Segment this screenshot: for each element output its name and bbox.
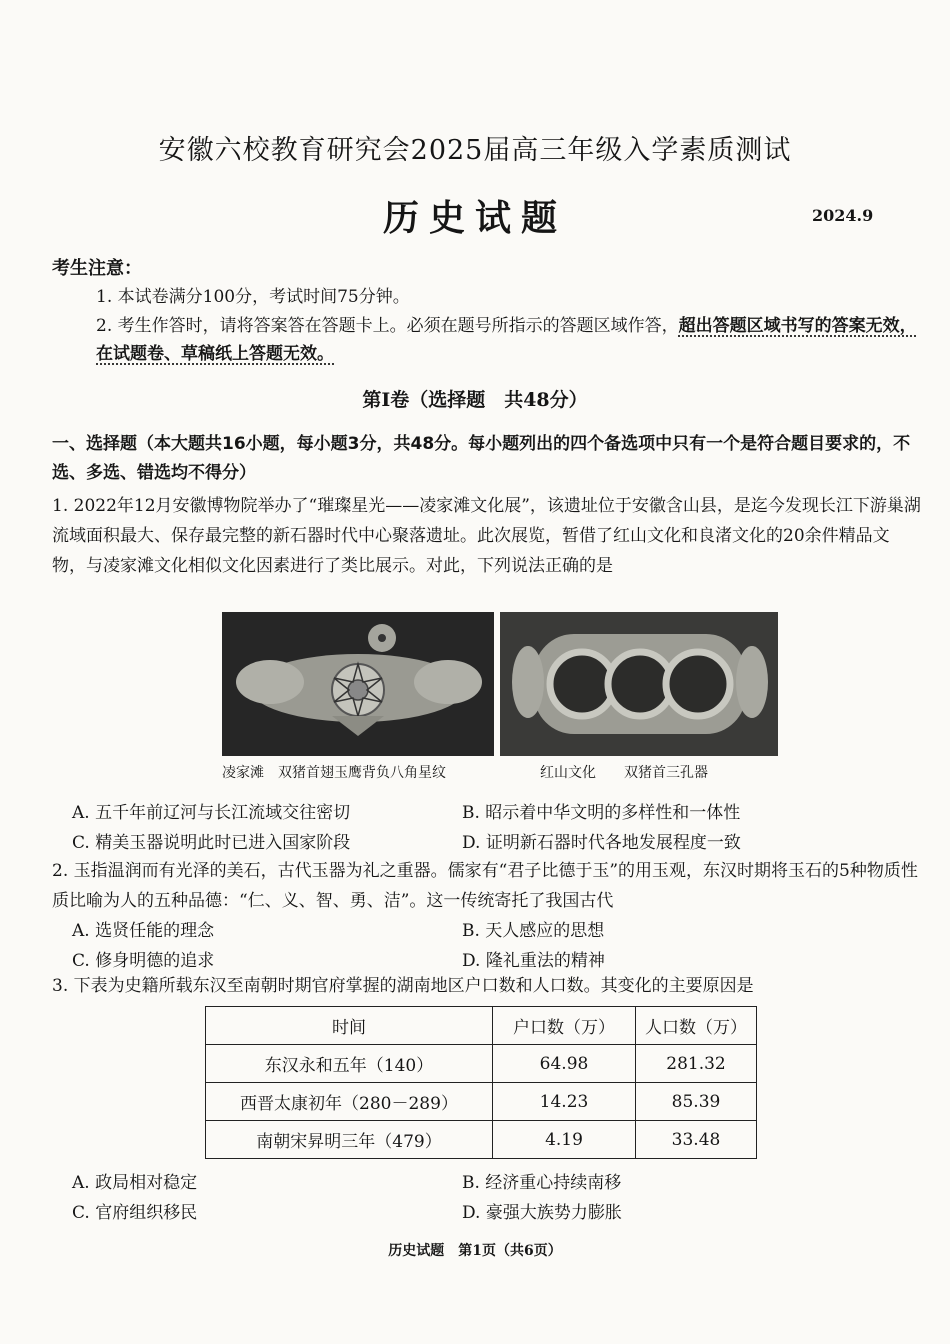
- population-table: [205, 1006, 757, 1159]
- table-cell: 281.32: [636, 1045, 757, 1083]
- notice-item-1: 1. 本试卷满分100分，考试时间75分钟。: [96, 287, 410, 307]
- section-title: 第Ⅰ卷（选择题 共48分）: [362, 389, 588, 411]
- q2-option-d: D. 隆礼重法的精神: [462, 951, 605, 971]
- table-row: [206, 1083, 757, 1121]
- q2-option-c: C. 修身明德的追求: [72, 951, 215, 971]
- three-hole-jade-photo: [500, 612, 778, 756]
- q3-option-a: A. 政局相对稳定: [72, 1173, 198, 1193]
- table-row: [206, 1045, 757, 1083]
- question-3-stem: 3. 下表为史籍所载东汉至南朝时期官府掌握的湖南地区户口数和人口数。其变化的主要原因是: [52, 976, 754, 996]
- table-cell: 14.23: [493, 1083, 636, 1121]
- header-households: 户口数（万）: [493, 1007, 636, 1045]
- q3-option-c: C. 官府组织移民: [72, 1203, 198, 1223]
- table-cell: 64.98: [493, 1045, 636, 1083]
- subject-title: 历史试题: [382, 197, 567, 239]
- exam-title: 安徽六校教育研究会2025届高三年级入学素质测试: [158, 135, 792, 166]
- caption-hongshan: 红山文化 双猪首三孔器: [540, 765, 708, 781]
- table-cell: 南朝宋昇明三年（479）: [206, 1121, 493, 1159]
- q3-option-b: B. 经济重心持续南移: [462, 1173, 622, 1193]
- table-cell: 4.19: [493, 1121, 636, 1159]
- q1-option-d: D. 证明新石器时代各地发展程度一致: [462, 833, 741, 853]
- exam-date: 2024.9: [812, 206, 874, 225]
- header-population: 人口数（万）: [636, 1007, 757, 1045]
- q2-option-b: B. 天人感应的思想: [462, 921, 605, 941]
- table-cell: 85.39: [636, 1083, 757, 1121]
- header-time: 时间: [206, 1007, 493, 1045]
- table-cell: 33.48: [636, 1121, 757, 1159]
- question-1-stem: 1. 2022年12月安徽博物院举办了“璀璨星光——凌家滩文化展”，该遗址位于安徽含山县，是迄今发现长江下游巢湖流域面积最大、保存最完整的新石器时代中心聚落遗址。此次展览，暂借了红山文化和良渚文化的20余件精品文物，与凌家滩文化相似文化因素进行了类比展示。对此，下列说法正确的是: [52, 496, 921, 576]
- page-footer: 历史试题 第1页（共6页）: [388, 1243, 562, 1259]
- q1-option-a: A. 五千年前辽河与长江流域交往密切: [72, 803, 351, 823]
- three-hole-jade-image: [500, 612, 778, 756]
- part1-instructions: 一、选择题（本大题共16小题，每小题3分，共48分。每小题列出的四个备选项中只有一个是符合题目要求的，不选、多选、错选均不得分）: [52, 434, 911, 483]
- q1-option-c: C. 精美玉器说明此时已进入国家阶段: [72, 833, 351, 853]
- jade-eagle-image: [222, 612, 494, 756]
- question-2-stem: 2. 玉指温润而有光泽的美石，古代玉器为礼之重器。儒家有“君子比德于玉”的用玉观，东汉时期将玉石的5种物质性质比喻为人的五种品德：“仁、义、智、勇、洁”。这一传统寄托了我国古代: [52, 861, 918, 911]
- table-row: [206, 1121, 757, 1159]
- q2-option-a: A. 选贤任能的理念: [72, 921, 215, 941]
- q3-option-d: D. 豪强大族势力膨胀: [462, 1203, 622, 1223]
- table-cell: 东汉永和五年（140）: [206, 1045, 493, 1083]
- table-cell: 西晋太康初年（280－289）: [206, 1083, 493, 1121]
- q1-option-b: B. 昭示着中华文明的多样性和一体性: [462, 803, 741, 823]
- notice-item-2-emphasis: 超出答题区域书写的答案无效，在试题卷、草稿纸上答题无效。: [96, 316, 917, 364]
- notice-item-2: [96, 312, 926, 368]
- table-header-row: [206, 1007, 757, 1045]
- notice-title: 考生注意：: [52, 258, 142, 279]
- notice-item-2-text: 2. 考生作答时，请将答案答在答题卡上。必须在题号所指示的答题区域作答，: [96, 316, 679, 336]
- caption-lingjiatan: 凌家滩 双猪首翅玉鹰背负八角星纹: [222, 765, 446, 781]
- jade-eagle-photo: [222, 612, 494, 756]
